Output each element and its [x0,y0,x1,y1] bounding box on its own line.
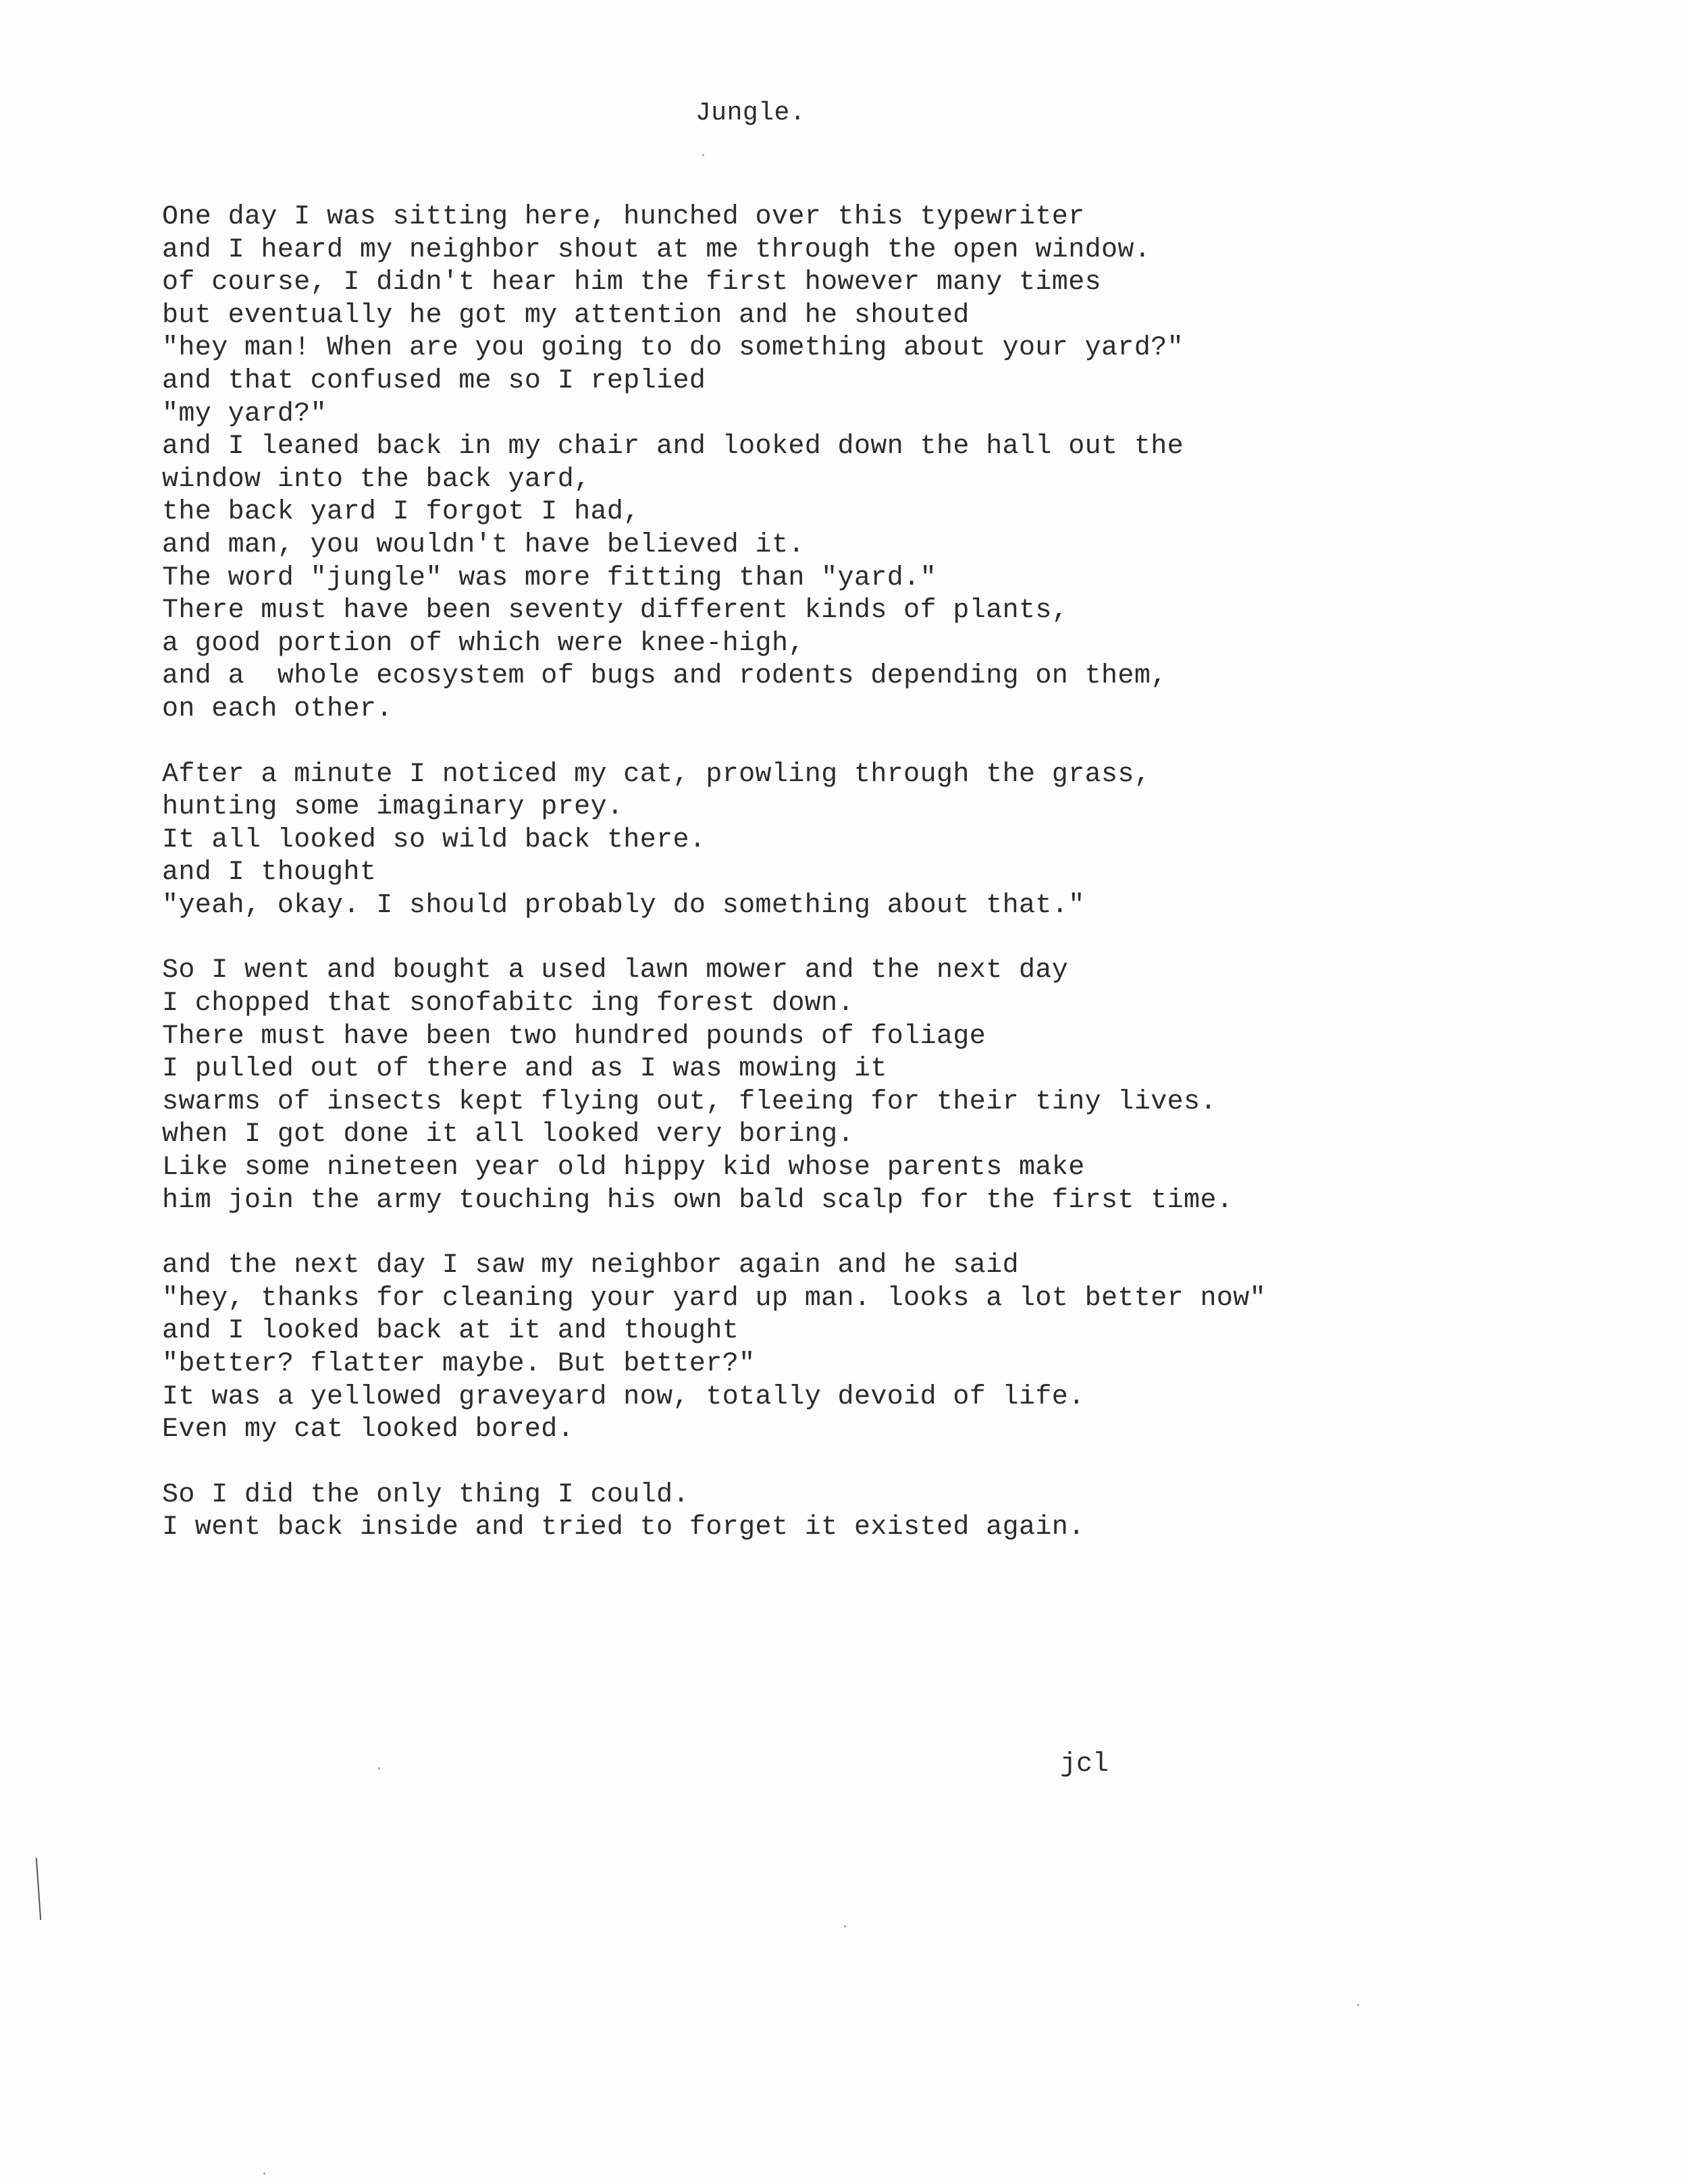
poem-line: a good portion of which were knee-high, [162,628,805,659]
paper-speck [378,1767,380,1769]
poem-line: the back yard I forgot I had, [162,497,640,528]
poem-line: I chopped that sonofabitc ing forest down. [162,988,854,1019]
poem-line: swarms of insects kept flying out, fleeing for their tiny lives. [162,1086,1217,1117]
poem-line: So I went and bought a used lawn mower and the next day [162,955,1069,986]
poem-line: Even my cat looked bored. [162,1414,575,1445]
poem-line: One day I was sitting here, hunched over this typewriter [162,202,1085,232]
poem-line: but eventually he got my attention and he shouted [162,300,970,331]
stanza [162,759,1580,923]
poem-line: and a whole ecosystem of bugs and rodents depending on them, [162,661,1167,692]
poem-line: "my yard?" [162,398,327,429]
poem-line: "better? flatter maybe. But better?" [162,1349,756,1379]
poem-line: him join the army touching his own bald scalp for the first time. [162,1185,1234,1216]
paper-speck [702,154,704,156]
paper-speck [1357,2004,1359,2006]
poem-line: when I got done it all looked very boring. [162,1119,854,1150]
poem-line: I went back inside and tried to forget it existed again. [162,1512,1085,1543]
poem-line: It all looked so wild back there. [162,824,706,855]
paper-speck [844,1925,846,1927]
poem-title: Jungle. [695,99,806,128]
poem-line: The word "jungle" was more fitting than "yard." [162,562,937,593]
poem-line: and I looked back at it and thought [162,1316,739,1347]
stanza [162,955,1580,1217]
poem-line: Like some nineteen year old hippy kid whose parents make [162,1152,1085,1183]
stanza [162,1479,1580,1545]
poem-line: "hey, thanks for cleaning your yard up man. looks a lot better now" [162,1283,1267,1314]
poem-line: and that confused me so I replied [162,365,706,396]
poem-line: After a minute I noticed my cat, prowling through the grass, [162,759,1151,790]
poem-line: and man, you wouldn't have believed it. [162,529,805,560]
stanza [162,201,1580,726]
poem-line: There must have been seventy different kinds of plants, [162,595,1069,627]
poem-line: I pulled out of there and as I was mowing it [162,1054,887,1085]
poem-line: window into the back yard, [162,464,591,495]
poem-line: and the next day I saw my neighbor again and he said [162,1250,1020,1281]
author-initials: jcl [1060,1749,1109,1780]
poem-line: and I leaned back in my chair and looked down the hall out the [162,431,1184,462]
poem-body [162,201,1580,1577]
poem-line: "yeah, okay. I should probably do something about that." [162,890,1085,921]
paper-speck [263,2173,265,2175]
poem-line: There must have been two hundred pounds of foliage [162,1021,986,1052]
poem-line: So I did the only thing I could. [162,1479,689,1510]
poem-line: It was a yellowed graveyard now, totally devoid of life. [162,1381,1085,1412]
poem-line: on each other. [162,693,393,724]
poem-line: hunting some imaginary prey. [162,792,624,823]
poem-line: and I thought [162,857,377,888]
poem-line: of course, I didn't hear him the first however many times [162,267,1102,298]
stanza [162,1250,1580,1447]
poem-line: and I heard my neighbor shout at me through the open window. [162,234,1151,265]
poem-line: "hey man! When are you going to do something about your yard?" [162,333,1184,364]
margin-pencil-mark [36,1858,41,1920]
